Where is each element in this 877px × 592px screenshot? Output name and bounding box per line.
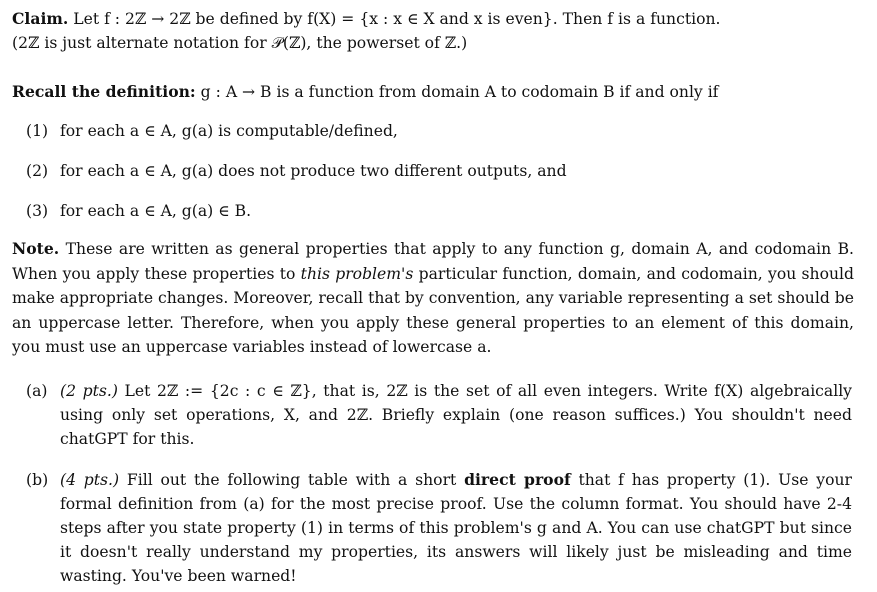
claim-paragraph xyxy=(12,7,854,55)
part-a xyxy=(26,379,852,451)
property-text: for each a ∈ A, g(a) is computable/defined, xyxy=(60,122,398,140)
part-points: (4 pts.) xyxy=(60,471,120,489)
recall-label: Recall the definition: xyxy=(12,82,196,101)
property-marker: (3) xyxy=(26,202,49,220)
note-label: Note. xyxy=(12,239,60,258)
property-text: for each a ∈ A, g(a) ∈ B. xyxy=(60,202,252,220)
note-text-b: particular function, domain, and codomain, you should make appropriate changes. Moreover, recall that by convention, any variable representing a set should be an uppercase letter. Therefore, when you apply these general properties to an element of this domain, you must use an uppercase variables instead of lowercase a. xyxy=(12,264,854,356)
part-marker: (a) xyxy=(26,382,48,400)
note-text-a: These are written as general properties that apply to any function g, domain A, and codomain B. When you apply these properties to xyxy=(12,240,854,283)
part-b-bold: direct proof xyxy=(464,470,571,489)
note-paragraph xyxy=(12,237,854,360)
part-points: (2 pts.) xyxy=(60,382,118,400)
claim-text: Let f : 2ℤ → 2ℤ be defined by f(X) = {x : x ∈ X and x is even}. Then f is a function. xyxy=(73,10,721,28)
property-item-1 xyxy=(26,119,846,143)
part-b xyxy=(26,468,852,588)
claim-label: Claim. xyxy=(12,9,69,28)
claim-notation-note: (2ℤ is just alternate notation for 𝒫(ℤ), the powerset of ℤ.) xyxy=(12,34,468,52)
part-b-text-b: that f has property (1). Use your formal definition from (a) for the most precise proof. Use the column format. You should have 2-4 steps after you state property (1) in terms of this problem's g and A. You can use chatGPT but since it doesn't really understand my properties, its answers will likely just be misleading and time wasting. You've been warned! xyxy=(60,471,852,585)
property-item-2 xyxy=(26,159,846,183)
recall-paragraph xyxy=(12,80,854,104)
part-marker: (b) xyxy=(26,471,49,489)
recall-text: g : A → B is a function from domain A to codomain B if and only if xyxy=(200,83,719,101)
property-marker: (2) xyxy=(26,162,49,180)
property-marker: (1) xyxy=(26,122,49,140)
part-b-text-a: Fill out the following table with a short xyxy=(126,471,457,489)
note-emphasis: this problem's xyxy=(300,264,414,283)
property-text: for each a ∈ A, g(a) does not produce two different outputs, and xyxy=(60,162,567,180)
part-b-body xyxy=(60,468,852,588)
part-a-body xyxy=(60,379,852,451)
property-item-3 xyxy=(26,199,846,223)
part-a-text: Let 2ℤ := {2c : c ∈ ℤ}, that is, 2ℤ is the set of all even integers. Write f(X) algebraically using only set operations, X, and 2ℤ. Briefly explain (one reason suffices.) You shouldn't need chatGPT for this. xyxy=(60,382,852,448)
